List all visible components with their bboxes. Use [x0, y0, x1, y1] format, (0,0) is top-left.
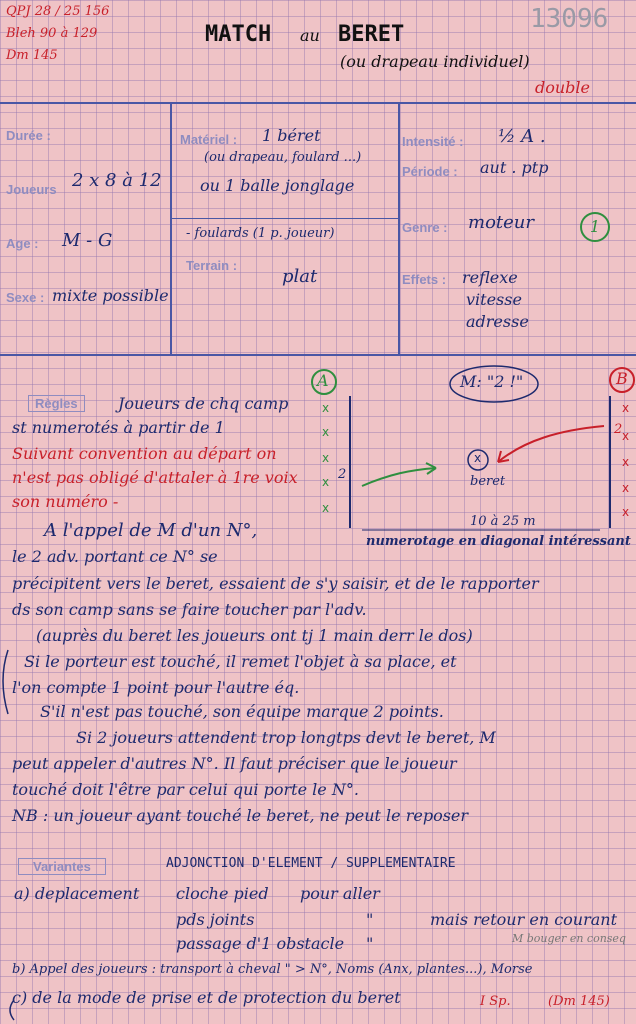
body-line-6: Si le porteur est touché, il remet l'objet à sa place, et: [24, 652, 457, 671]
variantes-label: Variantes: [18, 858, 106, 875]
body-line-1: A l'appel de M d'un N°,: [44, 520, 258, 541]
variant-a-item-2: pds joints: [176, 910, 255, 929]
team-b-letter: B: [616, 369, 628, 388]
team-b-number: 2: [614, 422, 623, 437]
value-periode: aut . ptp: [480, 158, 549, 177]
value-effets-3: adresse: [466, 312, 529, 331]
caller-text: M: "2 !": [460, 372, 524, 391]
player-b-2: x: [622, 429, 630, 443]
body-line-4: ds son camp sans se faire toucher par l'adv.: [12, 600, 367, 619]
player-a-4: x: [322, 475, 330, 489]
player-b-1: x: [622, 401, 630, 415]
ref-line-1: QPJ 28 / 25 156: [6, 4, 110, 19]
grey-note: M bouger en conseq: [512, 932, 626, 945]
body-line-5: (auprès du beret les joueurs ont tj 1 main derr le dos): [36, 626, 473, 645]
variant-a-label: a) deplacement: [14, 884, 140, 903]
diagram-caption: numerotage en diagonal intéressant: [366, 534, 631, 549]
subtitle: (ou drapeau individuel): [340, 52, 530, 71]
body-line-8: S'il n'est pas touché, son équipe marque 2 points.: [40, 702, 444, 721]
regles-line-2: st numerotés à partir de 1: [12, 418, 225, 437]
body-line-3: précipitent vers le beret, essaient de s'y saisir, et de le rapporter: [12, 574, 539, 593]
regles-red-1: Suivant convention au départ on: [12, 444, 277, 463]
variant-c-line: c) de la mode de prise et de protection du beret: [12, 988, 401, 1007]
label-sexe: Sexe :: [6, 290, 45, 305]
value-effets-1: reflexe: [462, 268, 518, 287]
variant-b-line: b) Appel des joueurs : transport à cheval " > N°, Noms (Anx, plantes...), Morse: [12, 962, 533, 977]
value-materiel-3: ou 1 balle jonglage: [200, 176, 355, 195]
value-materiel-4: - foulards (1 p. joueur): [186, 226, 335, 241]
ref-line-3: Dm 145: [6, 48, 58, 63]
title-beret: BERET: [338, 22, 405, 47]
ref-line-2: Bleh 90 à 129: [6, 26, 98, 41]
player-a-3: x: [322, 451, 330, 465]
team-b-label: [616, 369, 628, 388]
value-materiel-1: 1 béret: [262, 126, 321, 145]
body-line-nb: NB : un joueur ayant touché le beret, ne peut le reposer: [12, 806, 469, 825]
variant-a-ditto-1: ": [366, 910, 374, 929]
value-intensite: ½ A .: [498, 126, 546, 147]
archive-number: 13096: [530, 4, 609, 34]
label-periode: Période :: [402, 164, 458, 179]
body-line-11: touché doit l'être par celui qui porte le N°.: [12, 780, 359, 799]
label-intensite: Intensité :: [402, 134, 464, 149]
value-sexe: mixte possible: [52, 286, 169, 305]
regles-red-2: n'est pas obligé d'attaler à 1re voix: [12, 468, 298, 487]
player-a-1: x: [322, 401, 330, 415]
variant-a-mais: mais retour en courant: [430, 910, 618, 929]
value-genre: moteur: [468, 212, 534, 233]
body-line-7: l'on compte 1 point pour l'autre éq.: [12, 678, 300, 697]
label-genre: Genre :: [402, 220, 448, 235]
variant-a-pour-aller: pour aller: [300, 884, 380, 903]
body-line-2: le 2 adv. portant ce N° se: [12, 547, 218, 566]
variantes-heading: ADJONCTION D'ELEMENT / SUPPLEMENTAIRE: [166, 856, 456, 871]
variant-a-item-1: cloche pied: [176, 884, 269, 903]
regles-label: Règles: [28, 395, 85, 412]
value-materiel-2: (ou drapeau, foulard ...): [204, 150, 362, 165]
regles-line-1: Joueurs de chq camp: [118, 394, 289, 413]
value-terrain: plat: [282, 266, 318, 287]
variant-dm: (Dm 145): [548, 994, 610, 1009]
distance-label: 10 à 25 m: [470, 514, 536, 529]
player-b-5: x: [622, 505, 630, 519]
beret-mark: x: [474, 451, 482, 465]
rules-bracket: [3, 650, 8, 714]
title-au: au: [300, 26, 320, 45]
label-joueurs: Joueurs: [6, 182, 57, 197]
team-a-number: 2: [338, 467, 347, 482]
player-b-3: x: [622, 455, 630, 469]
value-effets-2: vitesse: [466, 290, 522, 309]
genre-number-circle: 1: [580, 212, 610, 242]
body-line-9: Si 2 joueurs attendent trop longtps devt le beret, M: [76, 728, 496, 747]
title-match: MATCH: [205, 22, 272, 47]
player-a-2: x: [322, 425, 330, 439]
variant-i-sp: I Sp.: [480, 994, 511, 1009]
label-terrain: Terrain :: [186, 258, 238, 273]
label-age: Age :: [6, 236, 39, 251]
player-a-5: x: [322, 501, 330, 515]
variant-a-item-3: passage d'1 obstacle: [176, 934, 345, 953]
variant-a-ditto-2: ": [366, 934, 374, 953]
red-arrow: [498, 426, 604, 462]
beret-label: beret: [470, 474, 506, 489]
green-arrow: [362, 468, 436, 486]
label-effets: Effets :: [402, 272, 447, 287]
regles-red-3: son numéro -: [12, 492, 119, 511]
label-materiel: Matériel :: [180, 132, 238, 147]
value-age: M - G: [62, 230, 113, 251]
double-note: double: [535, 78, 591, 97]
team-b-players: [622, 401, 629, 519]
team-a-players: [322, 401, 329, 515]
label-duree: Durée :: [6, 128, 51, 143]
value-joueurs: 2 x 8 à 12: [72, 170, 162, 191]
body-line-10: peut appeler d'autres N°. Il faut préciser que le joueur: [12, 754, 457, 773]
player-b-4: x: [622, 481, 630, 495]
team-a-label: A: [317, 371, 329, 390]
